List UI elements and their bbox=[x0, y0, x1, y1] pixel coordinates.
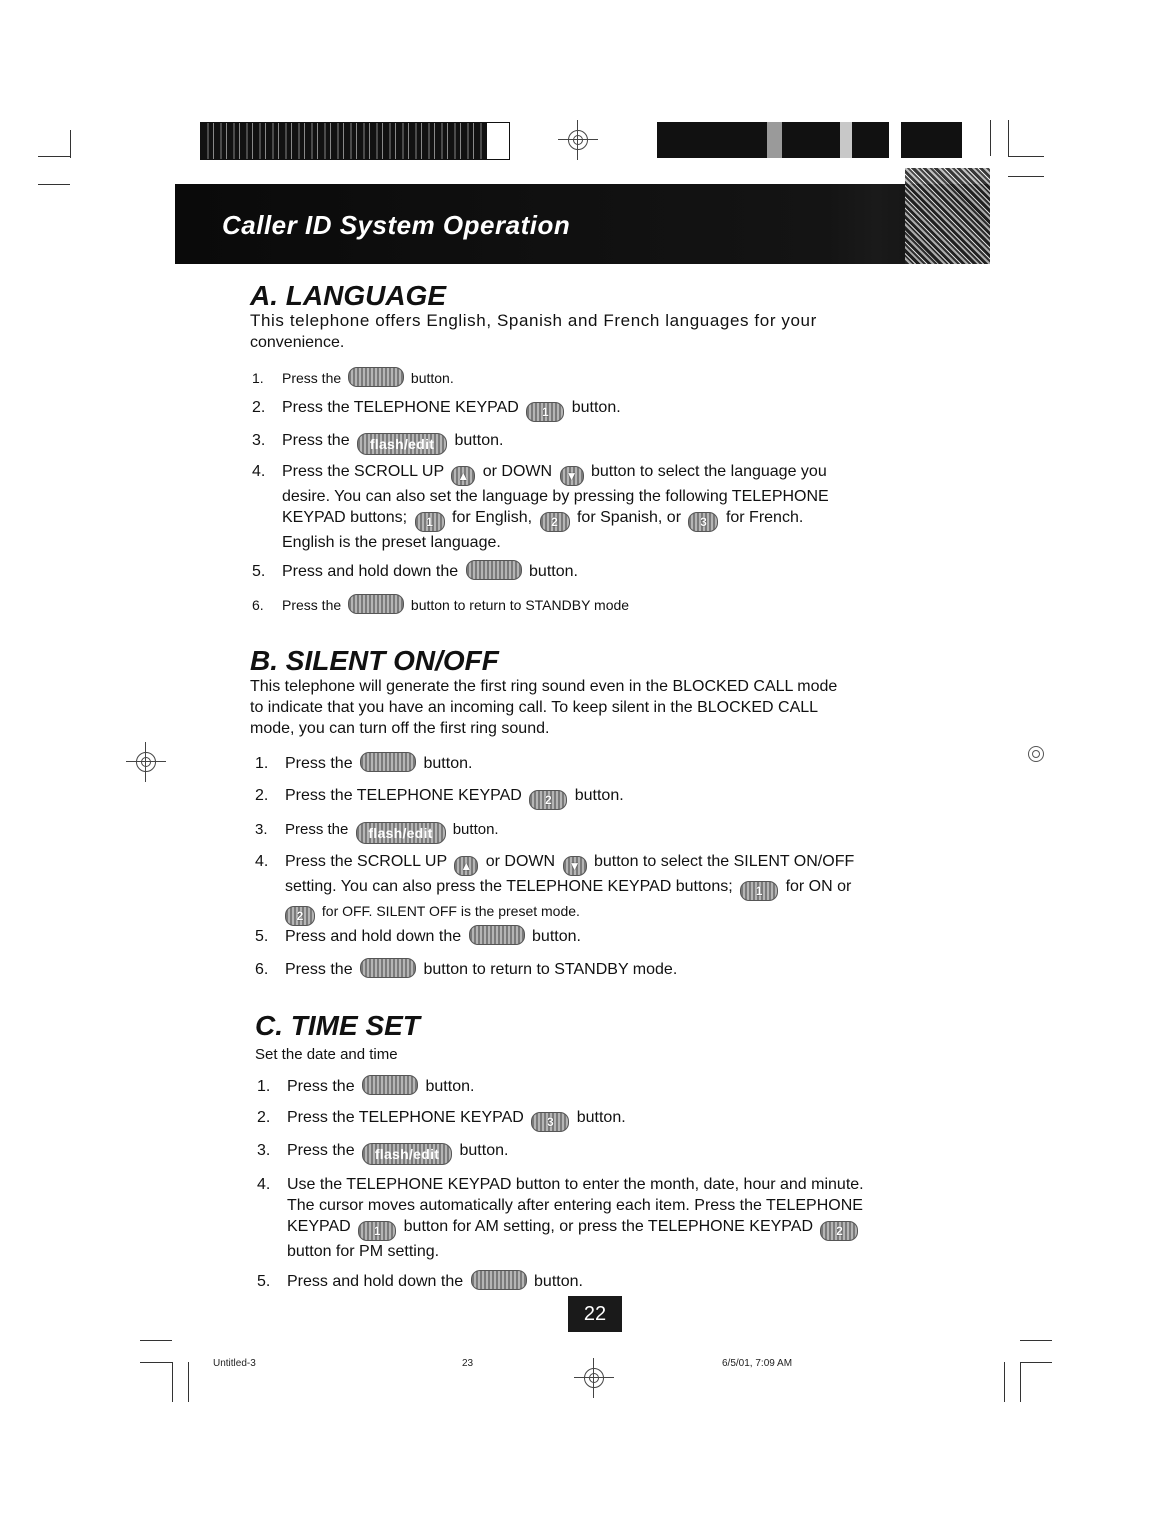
step-text: button. bbox=[574, 787, 624, 804]
step-number: 4. bbox=[255, 853, 269, 870]
step-text: Press the TELEPHONE KEYPAD bbox=[282, 399, 519, 416]
color-bar-left bbox=[200, 122, 510, 160]
step-text: button. bbox=[529, 563, 578, 580]
step-text: English is the preset language. bbox=[282, 534, 501, 551]
section-intro bbox=[250, 310, 915, 354]
step-text: for English, bbox=[452, 509, 533, 526]
section-title-silent: B. SILENT ON/OFF bbox=[250, 645, 499, 676]
step-text: button. bbox=[532, 928, 581, 945]
step-number: 3. bbox=[257, 1142, 271, 1159]
flash-edit-button-icon: flash/edit bbox=[357, 433, 447, 455]
step-text: button. bbox=[576, 1109, 626, 1126]
step-text: or DOWN bbox=[482, 463, 553, 480]
scroll-down-icon bbox=[563, 856, 587, 876]
list-item bbox=[255, 785, 920, 810]
func-voicemail-button-icon bbox=[360, 752, 416, 772]
crop-mark bbox=[172, 1362, 173, 1402]
list-item bbox=[257, 1140, 922, 1165]
step-number: 2. bbox=[255, 787, 269, 804]
func-voicemail-button-icon bbox=[348, 367, 404, 387]
step-text: button. bbox=[452, 821, 499, 838]
list-item bbox=[255, 925, 920, 947]
key-label: ▲ bbox=[457, 469, 470, 483]
step-text: Press the SCROLL UP bbox=[285, 853, 447, 870]
crop-mark bbox=[1020, 1362, 1021, 1402]
crop-mark bbox=[990, 120, 991, 156]
list-item bbox=[252, 430, 917, 455]
step-text: for Spanish, or bbox=[576, 509, 682, 526]
key-label: 1 bbox=[755, 884, 763, 898]
keypad-1-icon bbox=[358, 1221, 396, 1241]
step-text: Press the bbox=[287, 1142, 355, 1159]
list-item bbox=[255, 752, 920, 774]
footer-page: 23 bbox=[462, 1358, 474, 1369]
list-item bbox=[255, 958, 920, 980]
step-number: 4. bbox=[252, 463, 266, 480]
step-text: button to select the language you bbox=[590, 463, 827, 480]
step-text: button for AM setting, or press the TELEPHONE KEYPAD bbox=[403, 1218, 814, 1235]
page-title: Caller ID System Operation bbox=[222, 210, 571, 240]
step-number: 1. bbox=[252, 370, 264, 386]
key-label: 2 bbox=[296, 909, 304, 923]
crop-mark bbox=[1008, 120, 1009, 156]
step-number: 2. bbox=[252, 399, 266, 416]
step-text: The cursor moves automatically after entering each item. Press the TELEPHONE bbox=[287, 1197, 863, 1214]
step-text: Press the bbox=[285, 961, 353, 978]
registration-mark bbox=[126, 742, 166, 782]
keypad-3-icon bbox=[688, 512, 718, 532]
step-number: 1. bbox=[257, 1078, 271, 1095]
step-text: Press the bbox=[287, 1078, 355, 1095]
keypad-2-icon bbox=[529, 790, 567, 810]
step-text: Press the bbox=[282, 597, 342, 613]
step-number: 5. bbox=[252, 563, 266, 580]
step-text: button to return to STANDBY mode bbox=[410, 597, 630, 613]
step-text: button. bbox=[410, 370, 454, 386]
crop-mark bbox=[140, 1340, 172, 1341]
step-text: KEYPAD bbox=[287, 1218, 351, 1235]
step-text: or DOWN bbox=[485, 853, 556, 870]
step-text: button. bbox=[459, 1142, 509, 1159]
scroll-up-icon bbox=[451, 466, 475, 486]
step-text: Press and hold down the bbox=[282, 563, 459, 580]
key-label: 1 bbox=[373, 1224, 381, 1238]
step-text: for French. bbox=[725, 509, 804, 526]
list-item bbox=[257, 1075, 922, 1097]
crop-mark bbox=[1004, 1362, 1005, 1402]
intro-line: This telephone will generate the first ring sound even in the BLOCKED CALL mode bbox=[250, 678, 838, 695]
crop-mark bbox=[38, 184, 70, 185]
crop-mark bbox=[38, 156, 70, 157]
step-text: Use the TELEPHONE KEYPAD button to enter the month, date, hour and minute. bbox=[287, 1176, 864, 1193]
step-text: Press the TELEPHONE KEYPAD bbox=[285, 787, 522, 804]
step-number: 6. bbox=[255, 961, 269, 978]
step-text: Press the bbox=[282, 432, 350, 449]
step-text: Press and hold down the bbox=[287, 1273, 464, 1290]
intro-line: convenience. bbox=[250, 334, 345, 351]
step-text: Press the TELEPHONE KEYPAD bbox=[287, 1109, 524, 1126]
list-item bbox=[252, 461, 917, 553]
registration-circle bbox=[1028, 746, 1044, 762]
key-label: 3 bbox=[700, 515, 707, 529]
step-text: KEYPAD buttons; bbox=[282, 509, 408, 526]
intro-line: This telephone offers English, Spanish and French languages for your bbox=[250, 311, 817, 330]
crop-mark bbox=[188, 1362, 189, 1402]
crop-mark bbox=[1008, 176, 1044, 177]
list-item bbox=[252, 397, 917, 422]
step-text: desire. You can also set the language by pressing the following TELEPHONE bbox=[282, 488, 829, 505]
step-text: for OFF. SILENT OFF is the preset mode. bbox=[321, 903, 580, 919]
page-number: 22 bbox=[568, 1296, 622, 1332]
keypad-1-icon bbox=[526, 402, 564, 422]
keypad-2-icon bbox=[285, 906, 315, 926]
footer-timestamp: 6/5/01, 7:09 AM bbox=[722, 1358, 793, 1369]
registration-mark bbox=[558, 120, 598, 160]
list-item bbox=[257, 1270, 922, 1292]
section-title-language: A. LANGUAGE bbox=[250, 280, 446, 311]
key-label: 2 bbox=[836, 1224, 843, 1238]
keypad-1-icon bbox=[740, 881, 778, 901]
step-text: button. bbox=[571, 399, 621, 416]
step-text: for ON or bbox=[785, 878, 852, 895]
keypad-2-icon bbox=[820, 1221, 858, 1241]
step-text: button. bbox=[423, 755, 473, 772]
step-number: 5. bbox=[257, 1273, 271, 1290]
func-voicemail-button-icon bbox=[348, 594, 404, 614]
scroll-down-icon bbox=[560, 466, 584, 486]
color-bar-right bbox=[657, 122, 962, 158]
registration-mark bbox=[574, 1358, 614, 1398]
list-item bbox=[257, 1107, 922, 1132]
step-text: button to select the SILENT ON/OFF bbox=[593, 853, 855, 870]
step-text: button. bbox=[454, 432, 504, 449]
key-label: ▼ bbox=[565, 469, 578, 483]
keypad-1-icon bbox=[415, 512, 445, 532]
keypad-3-icon bbox=[531, 1112, 569, 1132]
func-voicemail-button-icon bbox=[362, 1075, 418, 1095]
step-text: Press the bbox=[285, 821, 349, 838]
step-text: Press the bbox=[282, 370, 342, 386]
key-label: ▲ bbox=[460, 859, 473, 873]
step-text: setting. You can also press the TELEPHONE KEYPAD buttons; bbox=[285, 878, 733, 895]
step-text: button to return to STANDBY mode. bbox=[423, 961, 678, 978]
section-title-time-set: C. TIME SET bbox=[255, 1010, 420, 1041]
key-label: ▼ bbox=[568, 859, 581, 873]
crop-mark bbox=[1020, 1362, 1052, 1363]
list-item bbox=[257, 1174, 927, 1262]
step-number: 1. bbox=[255, 755, 269, 772]
step-text: Press the SCROLL UP bbox=[282, 463, 444, 480]
step-number: 5. bbox=[255, 928, 269, 945]
step-text: Press the bbox=[285, 755, 353, 772]
func-voicemail-button-icon bbox=[360, 958, 416, 978]
scroll-up-icon bbox=[454, 856, 478, 876]
step-text: button. bbox=[425, 1078, 475, 1095]
step-number: 4. bbox=[257, 1176, 271, 1193]
key-label: 1 bbox=[426, 515, 433, 529]
footer-filename: Untitled-3 bbox=[213, 1358, 256, 1369]
section-intro bbox=[250, 676, 915, 739]
key-label: 3 bbox=[546, 1115, 554, 1129]
list-item bbox=[252, 367, 917, 389]
crop-mark bbox=[70, 130, 71, 158]
list-item bbox=[252, 560, 917, 582]
key-label: 2 bbox=[544, 793, 552, 807]
step-text: Press and hold down the bbox=[285, 928, 462, 945]
header-texture bbox=[905, 168, 990, 264]
flash-edit-button-icon: flash/edit bbox=[356, 822, 446, 844]
list-item bbox=[252, 594, 917, 616]
step-number: 3. bbox=[252, 432, 266, 449]
key-label: 1 bbox=[541, 405, 549, 419]
redial-save-button-icon bbox=[469, 925, 525, 945]
step-number: 3. bbox=[255, 821, 268, 838]
flash-edit-button-icon: flash/edit bbox=[362, 1143, 452, 1165]
step-text: button for PM setting. bbox=[287, 1243, 440, 1260]
step-number: 6. bbox=[252, 597, 264, 613]
intro-line: mode, you can turn off the first ring sound. bbox=[250, 720, 550, 737]
step-number: 2. bbox=[257, 1109, 271, 1126]
key-label: 2 bbox=[551, 515, 558, 529]
list-item bbox=[255, 851, 920, 926]
redial-save-button-icon bbox=[466, 560, 522, 580]
redial-save-button-icon bbox=[471, 1270, 527, 1290]
section-intro: Set the date and time bbox=[255, 1046, 398, 1063]
crop-mark bbox=[1020, 1340, 1052, 1341]
crop-mark bbox=[1008, 156, 1044, 157]
intro-line: to indicate that you have an incoming call. To keep silent in the BLOCKED CALL bbox=[250, 699, 819, 716]
list-item bbox=[255, 819, 920, 844]
keypad-2-icon bbox=[540, 512, 570, 532]
crop-mark bbox=[140, 1362, 172, 1363]
step-text: button. bbox=[534, 1273, 583, 1290]
